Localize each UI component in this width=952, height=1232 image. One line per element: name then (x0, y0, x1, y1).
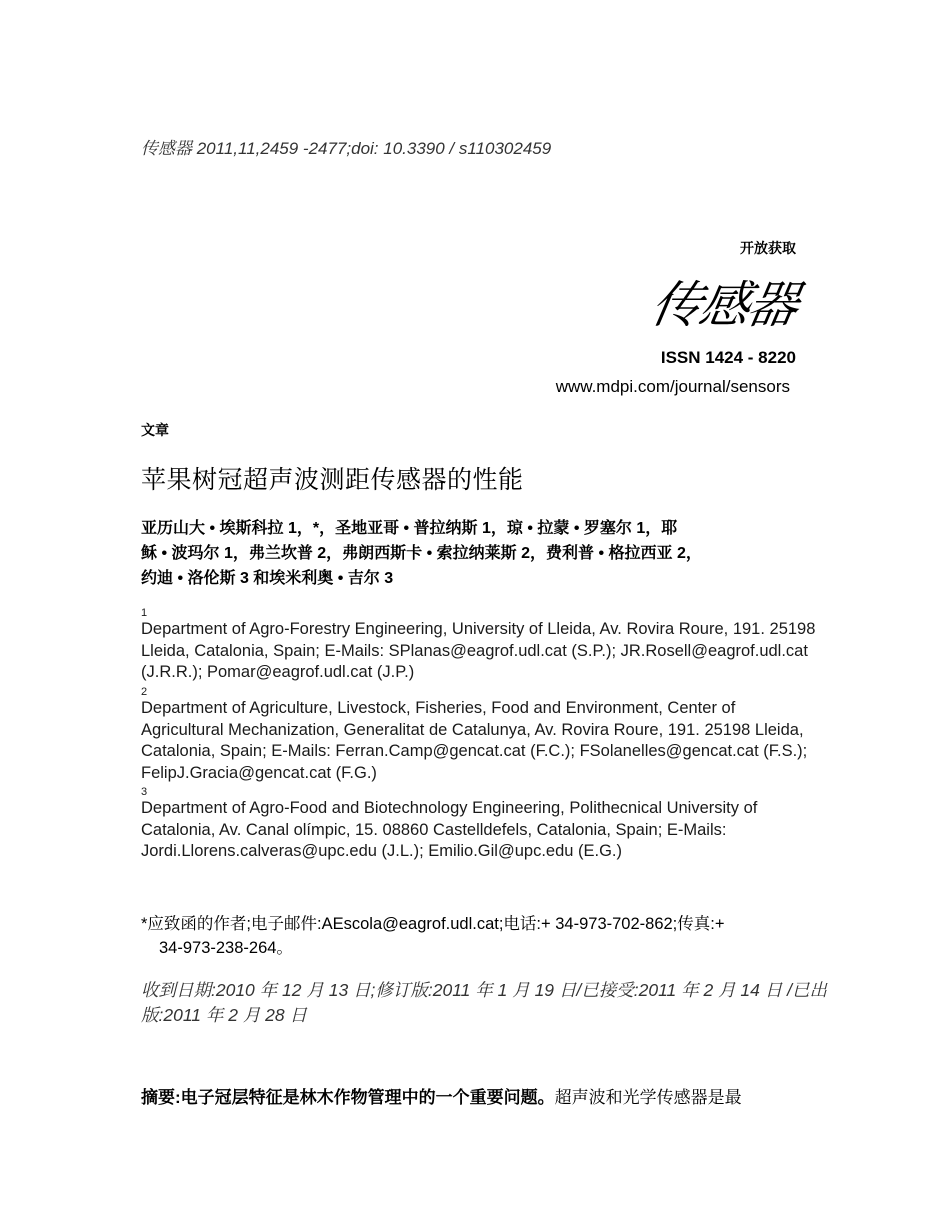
correspondence (141, 912, 821, 960)
affiliation-text: Department of Agro-Food and Biotechnology Engineering, Polithecnical University of Catalonia, Av. Canal olímpic, 15. 08860 Castelldefels, Catalonia, Spain; E-Mails: Jordi.Llorens.calveras@upc.edu (J.L.); Emilio.Gil@upc.edu (E.G.) (141, 799, 758, 860)
journal-logo: 传感器 (646, 276, 802, 334)
issn: ISSN 1424 - 8220 (660, 348, 796, 367)
affiliation (141, 686, 821, 784)
abstract-text: 超声波和光学传感器是最 (554, 1088, 742, 1107)
article-title: 苹果树冠超声波测距传感器的性能 (141, 466, 524, 494)
journal-url[interactable]: www.mdpi.com/journal/sensors (555, 377, 790, 396)
article-type: 文章 (141, 422, 169, 438)
author-line: 亚历山大 • 埃斯科拉 1，*，圣地亚哥 • 普拉纳斯 1，琼 • 拉蒙 • 罗塞尔 1，耶 (141, 520, 678, 537)
affiliation (141, 786, 821, 863)
publication-dates: 收到日期:2010 年 12 月 13 日;修订版:2011 年 1 月 19 日/已接受:2011 年 2 月 14 日 /已出版:2011 年 2 月 28 日 (141, 980, 827, 1025)
correspondence-line: 34-973-238-264。 (159, 939, 293, 957)
correspondence-line: *应致函的作者;电子邮件:AEscola@eagrof.udl.cat;电话:+ 34-973-702-862;传真:+ (141, 915, 725, 933)
affiliation-number: 2 (141, 686, 148, 698)
affiliation-text: Department of Agro-Forestry Engineering, University of Lleida, Av. Rovira Roure, 191. 25198 Lleida, Catalonia, Spain; E-Mails: SPlanas@eagrof.udl.cat (S.P.); JR.Rosell@eagrof.udl.cat (J.R.R.); Pomar@eagrof.udl.cat (J.P.) (141, 620, 816, 681)
author-list (141, 516, 801, 591)
affiliation-number: 3 (141, 786, 148, 798)
abstract (141, 1086, 821, 1110)
affiliation-text: Department of Agriculture, Livestock, Fisheries, Food and Environment, Center of Agricultural Mechanization, Generalitat de Catalunya, Av. Rovira Roure, 191. 25198 Lleida, Catalonia, Spain; E-Mails: Ferran.Camp@gencat.cat (F.C.); FSolanelles@gencat.cat (F.S.); FelipJ.Gracia@gencat.cat (F.G.) (141, 699, 808, 782)
author-line: 约迪 • 洛伦斯 3 和埃米利奥 • 吉尔 3 (141, 570, 394, 587)
author-line: 稣 • 波玛尔 1，弗兰坎普 2，弗朗西斯卡 • 索拉纳莱斯 2，费利普 • 格拉西亚 2， (141, 545, 702, 562)
affiliation (141, 607, 821, 684)
journal-citation: 传感器 2011,11,2459 -2477;doi: 10.3390 / s110302459 (141, 139, 552, 158)
open-access-label: 开放获取 (740, 240, 796, 256)
affiliation-number: 1 (141, 607, 148, 619)
abstract-bold-text: 电子冠层特征是林木作物管理中的一个重要问题。 (180, 1088, 555, 1107)
abstract-label: 摘要: (141, 1088, 181, 1107)
